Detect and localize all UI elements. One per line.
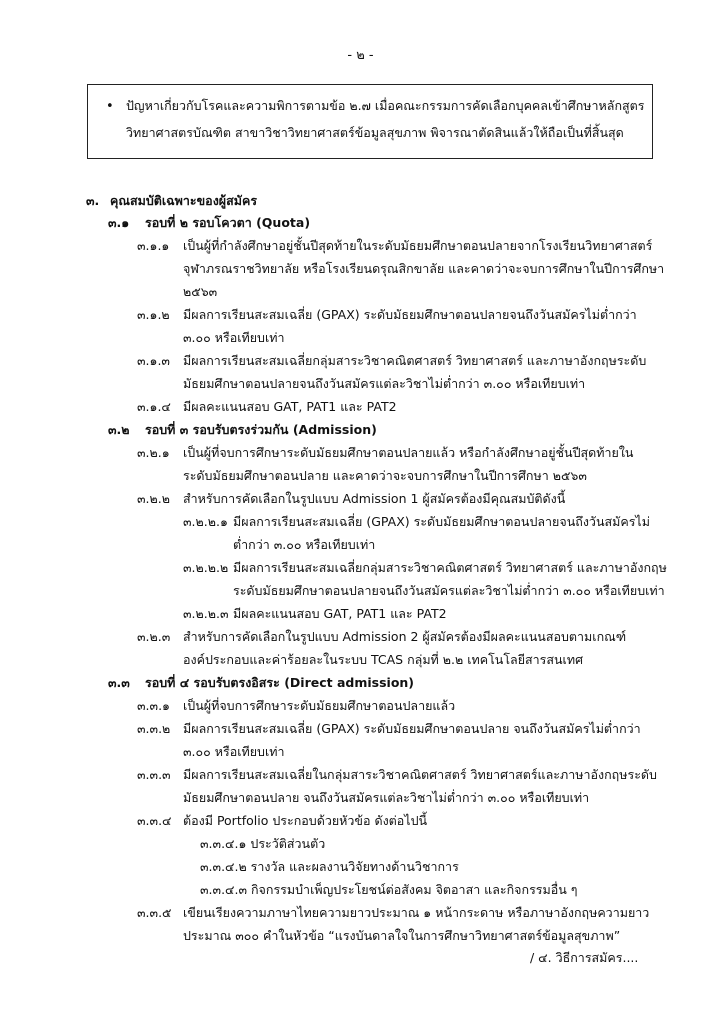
item-text: เป็นผู้ที่กำลังศึกษาอยู่ชั้นปีสุดท้ายในระดับมัธยมศึกษาตอนปลายจากโรงเรียนวิทยาศาสตร์	[183, 238, 653, 253]
item-text: สำหรับการคัดเลือกในรูปแบบ Admission 1 ผู้สมัครต้องมีคุณสมบัติดังนี้	[183, 491, 566, 506]
item-text: สำหรับการคัดเลือกในรูปแบบ Admission 2 ผู้สมัครต้องมีผลคะแนนสอบตามเกณฑ์	[183, 629, 627, 644]
round-3-title: รอบที่ ๓ รอบรับตรงร่วมกัน (Admission)	[145, 422, 377, 437]
note-line-1: ปัญหาเกี่ยวกับโรคและความพิการตามข้อ ๒.๗ เมื่อคณะกรรมการคัดเลือกบุคคลเข้าศึกษาหลักสูตร	[126, 98, 645, 113]
item-text: ๓.๐๐ หรือเทียบเท่า	[183, 744, 285, 759]
round-4-title: รอบที่ ๔ รอบรับตรงอิสระ (Direct admission)	[145, 675, 415, 690]
item-text: เขียนเรียงความภาษาไทยความยาวประมาณ ๑ หน้ากระดาษ หรือภาษาอังกฤษความยาว	[183, 905, 650, 920]
item-text: มัธยมศึกษาตอนปลาย จนถึงวันสมัครแต่ละวิชาไม่ต่ำกว่า ๓.๐๐ หรือเทียบเท่า	[183, 790, 590, 805]
item-text: มีผลการเรียนสะสมเฉลี่ย (GPAX) ระดับมัธยมศึกษาตอนปลายจนถึงวันสมัครไม่ต่ำกว่า	[183, 307, 637, 322]
item-text: มีผลการเรียนสะสมเฉลี่ยในกลุ่มสาระวิชาคณิตศาสตร์ วิทยาศาสตร์และภาษาอังกฤษระดับ	[183, 767, 657, 782]
page-number: - ๒ -	[347, 48, 374, 63]
item-text: ระดับมัธยมศึกษาตอนปลาย และคาดว่าจะจบการศึกษาในปีการศึกษา ๒๕๖๓	[183, 468, 587, 483]
item-text: เป็นผู้ที่จบการศึกษาระดับมัธยมศึกษาตอนปลายแล้ว หรือกำลังศึกษาอยู่ชั้นปีสุดท้ายใน	[183, 445, 634, 460]
item-number: ๓.๒.๓	[137, 629, 171, 644]
note-line-2: วิทยาศาสตรบัณฑิต สาขาวิชาวิทยาศาสตร์ข้อมูลสุขภาพ พิจารณาตัดสินแล้วให้ถือเป็นที่สิ้นสุด	[126, 125, 624, 140]
item-text: มีผลคะแนนสอบ GAT, PAT1 และ PAT2	[183, 399, 397, 414]
section-3-title: คุณสมบัติเฉพาะของผู้สมัคร	[110, 193, 258, 208]
item-text: ต้องมี Portfolio ประกอบด้วยหัวข้อ ดังต่อไปนี้	[183, 813, 428, 828]
item-number: ๓.๑.๔	[137, 399, 171, 414]
subitem-number: ๓.๒.๒.๓	[183, 606, 229, 621]
subitem-text: มีผลการเรียนสะสมเฉลี่ย (GPAX) ระดับมัธยมศึกษาตอนปลายจนถึงวันสมัครไม่	[233, 514, 650, 529]
item-number: ๓.๑.๑	[137, 238, 170, 253]
item-text: ๓.๐๐ หรือเทียบเท่า	[183, 330, 285, 345]
subitem-text: ระดับมัธยมศึกษาตอนปลายจนถึงวันสมัครแต่ละวิชาไม่ต่ำกว่า ๓.๐๐ หรือเทียบเท่า	[233, 583, 665, 598]
item-number: ๓.๓.๕	[137, 905, 172, 920]
subitem-text: ๓.๓.๔.๓ กิจกรรมบำเพ็ญประโยชน์ต่อสังคม จิตอาสา และกิจกรรมอื่น ๆ	[200, 882, 578, 897]
next-page-footer: / ๔. วิธีการสมัคร....	[530, 950, 639, 965]
section-3-number: ๓.	[86, 193, 100, 208]
round-2-title: รอบที่ ๒ รอบโควตา (Quota)	[145, 215, 311, 230]
item-text: ประมาณ ๓๐๐ คำในหัวข้อ “แรงบันดาลใจในการศึกษาวิทยาศาสตร์ข้อมูลสุขภาพ”	[183, 928, 621, 943]
item-number: ๓.๓.๒	[137, 721, 171, 736]
item-text: มัธยมศึกษาตอนปลายจนถึงวันสมัครแต่ละวิชาไม่ต่ำกว่า ๓.๐๐ หรือเทียบเท่า	[183, 376, 586, 391]
item-text: ๒๕๖๓	[183, 284, 218, 299]
subitem-text: ต่ำกว่า ๓.๐๐ หรือเทียบเท่า	[233, 537, 376, 552]
subitem-text: มีผลการเรียนสะสมเฉลี่ยกลุ่มสาระวิชาคณิตศาสตร์ วิทยาศาสตร์ และภาษาอังกฤษ	[233, 560, 667, 575]
item-number: ๓.๑.๓	[137, 353, 170, 368]
subitem-number: ๓.๒.๒.๒	[183, 560, 229, 575]
item-number: ๓.๒.๒	[137, 491, 170, 506]
item-text: องค์ประกอบและค่าร้อยละในระบบ TCAS กลุ่มที่ ๒.๒ เทคโนโลยีสารสนเทศ	[183, 652, 584, 667]
round-4-number: ๓.๓	[108, 675, 130, 690]
item-text: มีผลการเรียนสะสมเฉลี่ย (GPAX) ระดับมัธยมศึกษาตอนปลาย จนถึงวันสมัครไม่ต่ำกว่า	[183, 721, 641, 736]
item-number: ๓.๓.๑	[137, 698, 170, 713]
item-number: ๓.๒.๑	[137, 445, 170, 460]
item-text: มีผลการเรียนสะสมเฉลี่ยกลุ่มสาระวิชาคณิตศาสตร์ วิทยาศาสตร์ และภาษาอังกฤษระดับ	[183, 353, 647, 368]
item-text: เป็นผู้ที่จบการศึกษาระดับมัธยมศึกษาตอนปลายแล้ว	[183, 698, 456, 713]
subitem-text: มีผลคะแนนสอบ GAT, PAT1 และ PAT2	[233, 606, 447, 621]
round-2-number: ๓.๑	[108, 215, 130, 230]
item-text: จุฬาภรณราชวิทยาลัย หรือโรงเรียนดรุณสิกขาลัย และคาดว่าจะจบการศึกษาในปีการศึกษา	[183, 261, 665, 276]
note-box	[87, 84, 653, 159]
item-number: ๓.๑.๒	[137, 307, 170, 322]
item-number: ๓.๓.๔	[137, 813, 172, 828]
item-number: ๓.๓.๓	[137, 767, 171, 782]
round-3-number: ๓.๒	[108, 422, 130, 437]
subitem-text: ๓.๓.๔.๑ ประวัติส่วนตัว	[200, 836, 326, 851]
subitem-text: ๓.๓.๔.๒ รางวัล และผลงานวิจัยทางด้านวิชาการ	[200, 859, 459, 874]
subitem-number: ๓.๒.๒.๑	[183, 514, 228, 529]
note-bullet: •	[106, 99, 114, 114]
